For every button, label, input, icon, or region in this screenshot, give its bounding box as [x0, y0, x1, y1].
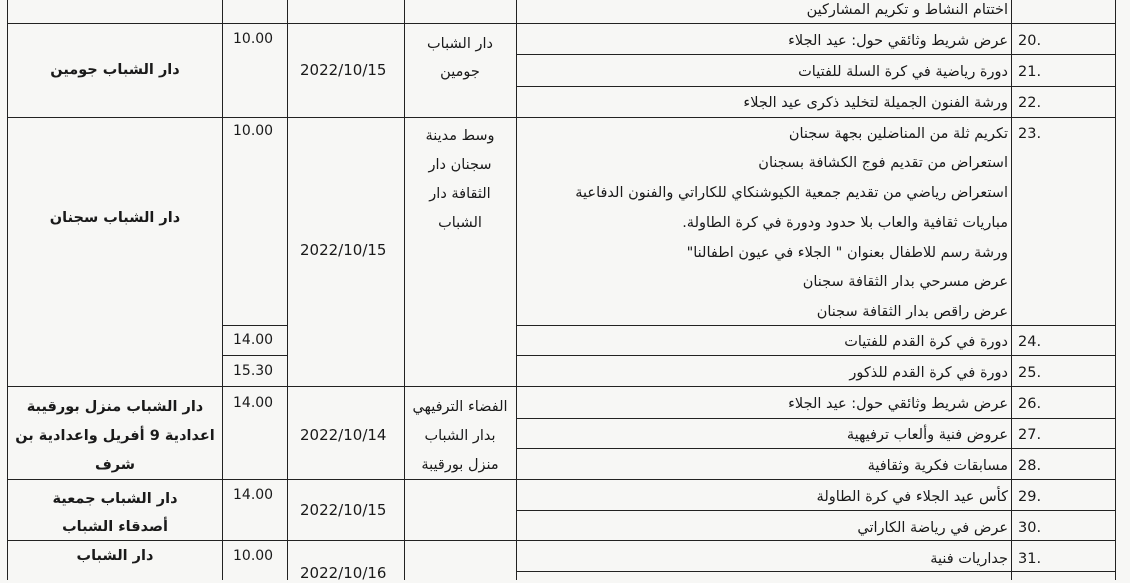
- row-sep: [7, 386, 1116, 387]
- row-number: 30.: [1018, 520, 1042, 536]
- activity-text: مباريات ثقافية والعاب بلا حدود ودورة في كرة الطاولة.: [682, 215, 1008, 231]
- row-sep: [516, 571, 1116, 572]
- row-number: 25.: [1018, 365, 1042, 381]
- activity-text: عرض شريط وثائقي حول: عيد الجلاء: [788, 396, 1008, 412]
- activity-text: اختتام النشاط و تكريم المشاركين: [806, 2, 1008, 18]
- activity-text: تكريم ثلة من المناضلين بجهة سجنان: [788, 126, 1008, 142]
- row-sep: [7, 117, 1116, 118]
- row-sep: [516, 418, 1116, 419]
- activity-text: عرض شريط وثائقي حول: عيد الجلاء: [788, 33, 1008, 49]
- activity-text: دورة في كرة القدم للفتيات: [844, 334, 1008, 350]
- date-cell: 2022/10/15: [300, 241, 387, 259]
- activity-text: عرض راقص بدار الثقافة سجنان: [816, 304, 1008, 320]
- activity-text: دورة رياضية في كرة السلة للفتيات: [798, 64, 1008, 80]
- venue-cell: وسط مدينة سجنان دار الثقافة دار الشباب: [425, 128, 495, 231]
- row-number: 20.: [1018, 33, 1042, 49]
- row-sep: [516, 86, 1116, 87]
- date-cell: 2022/10/16: [300, 564, 387, 582]
- time-cell: 10.00: [233, 31, 274, 47]
- row-sep: [516, 448, 1116, 449]
- row-number: 24.: [1018, 334, 1042, 350]
- activity-text: عروض فنية وألعاب ترفيهية: [846, 427, 1008, 443]
- table-border-right: [1115, 0, 1116, 580]
- time-row-sep: [222, 325, 288, 326]
- activity-text: دورة في كرة القدم للذكور: [849, 365, 1008, 381]
- date-cell: 2022/10/15: [300, 501, 387, 519]
- col-divider-time: [222, 0, 223, 580]
- date-cell: 2022/10/15: [300, 61, 387, 79]
- activity-text: كأس عيد الجلاء في كرة الطاولة: [816, 489, 1008, 505]
- row-sep: [7, 23, 1116, 24]
- row-number: 29.: [1018, 489, 1042, 505]
- activity-text: ورشة الفنون الجميلة لتخليد ذكرى عيد الجلاء: [743, 95, 1008, 111]
- row-sep: [516, 510, 1116, 511]
- row-number: 27.: [1018, 427, 1042, 443]
- col-divider-activity: [516, 0, 517, 580]
- time-cell: 10.00: [233, 548, 274, 564]
- activity-text: عرض مسرحي بدار الثقافة سجنان: [802, 274, 1008, 290]
- row-number: 21.: [1018, 64, 1042, 80]
- row-number: 23.: [1018, 126, 1042, 142]
- row-sep: [516, 54, 1116, 55]
- col-divider-num: [1011, 0, 1012, 580]
- activity-text: ورشة رسم للاطفال بعنوان " الجلاء في عيون اطفالنا": [686, 245, 1008, 261]
- venue-cell: دار الشباب جومين: [427, 36, 493, 80]
- date-cell: 2022/10/14: [300, 426, 387, 444]
- table-border-left: [7, 0, 8, 580]
- time-row-sep: [222, 355, 288, 356]
- time-cell: 14.00: [233, 332, 274, 348]
- time-cell: 15.30: [233, 363, 274, 379]
- row-number: 31.: [1018, 551, 1042, 567]
- venue-cell: الفضاء الترفيهي بدار الشباب منزل بورقيبة: [412, 399, 508, 473]
- row-number: 28.: [1018, 458, 1042, 474]
- time-cell: 10.00: [233, 123, 274, 139]
- row-number: 26.: [1018, 396, 1042, 412]
- organizer-cell: دار الشباب: [76, 548, 154, 564]
- activity-text: مسابقات فكرية وثقافية: [867, 458, 1008, 474]
- row-number: 22.: [1018, 95, 1042, 111]
- organizer-cell: دار الشباب جومين: [50, 62, 180, 78]
- col-divider-date: [287, 0, 288, 580]
- activity-text: جداريات فنية: [930, 551, 1008, 567]
- activity-text: استعراض رياضي من تقديم جمعية الكيوشنكاي للكاراتي والفنون الدفاعية: [575, 185, 1008, 201]
- row-sep: [516, 355, 1116, 356]
- row-sep: [516, 325, 1116, 326]
- activity-text: استعراض من تقديم فوج الكشافة بسجنان: [758, 155, 1008, 171]
- col-divider-venue: [404, 0, 405, 580]
- time-cell: 14.00: [233, 487, 274, 503]
- time-cell: 14.00: [233, 395, 274, 411]
- organizer-cell: دار الشباب جمعية أصدقاء الشباب: [52, 491, 178, 535]
- organizer-cell: دار الشباب منزل بورقيبة اعدادية 9 أفريل واعدادية بن شرف: [15, 399, 215, 473]
- organizer-cell: دار الشباب سجنان: [49, 210, 181, 226]
- activity-text: عرض في رياضة الكاراتي: [857, 520, 1008, 536]
